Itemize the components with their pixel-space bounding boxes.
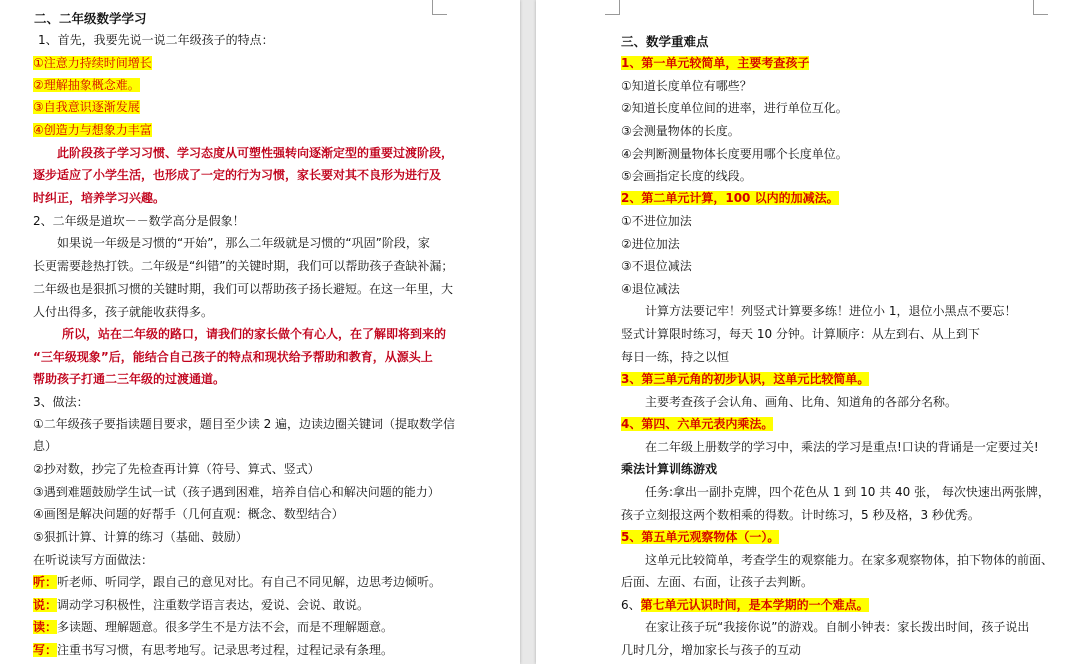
paragraph-line: 每日一练，持之以恒 [621,350,730,364]
method-item: ②抄对数，抄完了先检查再计算（符号、算式、竖式） [33,462,320,476]
paragraph-line: 这单元比较简单，考查学生的观察能力。在家多观察物体，拍下物体的前面、 [645,553,1054,567]
unit-item: ①不进位加法 [621,214,692,228]
trait-item: ③自我意识逐渐发展 [33,100,140,114]
trait-item: ①注意力持续时间增长 [33,56,152,70]
paragraph-line: 孩子立刻报这两个数相乘的得数。计时练习，5 秒及格，3 秒优秀。 [621,508,980,522]
trait-item: ②理解抽象概念难。 [33,78,140,92]
method-item: ⑤狠抓计算、计算的练习（基础、鼓励） [33,530,248,544]
unit-item: ⑤会画指定长度的线段。 [621,169,752,183]
unit-item: ③会测量物体的长度。 [621,124,740,138]
paragraph-line: 计算方法要记牢！列竖式计算要多练！进位小 1，退位小黑点不要忘！ [645,304,1017,318]
lswr-item: 说：调动学习积极性，注重数学语言表达，爱说、会说、敢说。 [33,598,370,612]
paragraph: 1、首先，我要先说一说二年级孩子的特点： [38,33,274,47]
margin-corner-mark [432,0,447,15]
section-heading: 二、二年级数学学习 [34,11,147,26]
paragraph-line: 在二年级上册数学的学习中，乘法的学习是重点!口诀的背诵是一定要过关! [645,440,1039,454]
lswr-item: 写：注重书写习惯，有思考地写。记录思考过程，过程记录有条理。 [33,643,394,657]
unit-item: ①知道长度单位有哪些？ [621,79,752,93]
paragraph-line: 二年级也是狠抓习惯的关键时期，我们可以帮助孩子扬长避短。在这一年里，大 [33,282,454,296]
paragraph-line: 后面、左面、右面，让孩子去判断。 [621,575,814,589]
unit-heading: 2、第二单元计算，100 以内的加减法。 [621,191,839,205]
method-item: 息） [33,439,58,453]
paragraph-line: 人付出得多，孩子就能收获得多。 [33,305,214,319]
paragraph-line: 任务:拿出一副扑克牌，四个花色从 1 到 10 共 40 张， 每次快速出两张牌， [645,485,1050,499]
paragraph-line: 如果说一年级是习惯的“开始”，那么二年级就是习惯的“巩固”阶段，家 [57,236,430,250]
paragraph-line: 长更需要趁热打铁。二年级是“纠错”的关键时期，我们可以帮助孩子查缺补漏； [33,259,454,273]
margin-corner-mark [1033,0,1048,15]
unit-heading: 1、第一单元较简单，主要考查孩子 [621,56,810,70]
paragraph: 在听说读写方面做法： [33,553,154,567]
unit-heading: 5、第五单元观察物体（一）。 [621,530,780,544]
summary-line: 时纠正，培养学习兴趣。 [33,191,166,205]
unit-item: ②进位加法 [621,237,680,251]
margin-corner-mark [605,0,620,15]
unit-heading: 6、第七单元认识时间，是本学期的一个难点。 [621,598,869,612]
summary-line: 此阶段孩子学习习惯、学习态度从可塑性强转向逐渐定型的重要过渡阶段， [57,146,454,160]
lswr-item: 读：多读题、理解题意。很多学生不是方法不会，而是不理解题意。 [33,620,394,634]
paragraph-line: 主要考查孩子会认角、画角、比角、知道角的各部分名称。 [645,395,958,409]
emphasis-line: “三年级现象”后，能结合自己孩子的特点和现状给予帮助和教育，从源头上 [33,350,433,364]
document-page-right [536,0,1080,664]
lswr-item: 听：听老师、听同学，跟自己的意见对比。有自己不同见解，边思考边倾听。 [33,575,442,589]
unit-heading: 3、第三单元角的初步认识，这单元比较简单。 [621,372,870,386]
point-title: 2、二年级是道坎－－数学高分是假象！ [33,214,245,228]
method-item: ③遇到难题鼓励学生试一试（孩子遇到困难，培养自信心和解决问题的能力） [33,485,440,499]
paragraph-line: 在家让孩子玩“我接你说”的游戏。自制小钟表：家长拨出时间，孩子说出 [645,620,1030,634]
unit-item: ③不退位减法 [621,259,692,273]
emphasis-line: 所以，站在二年级的路口，请我们的家长做个有心人，在了解即将到来的 [62,327,447,341]
paragraph-line: 几时几分，增加家长与孩子的互动 [621,643,802,657]
section-heading: 三、数学重难点 [621,34,709,49]
unit-item: ②知道长度单位间的进率，进行单位互化。 [621,101,848,115]
unit-item: ④会判断测量物体长度要用哪个长度单位。 [621,147,848,161]
subsection-title: 乘法计算训练游戏 [621,462,718,476]
unit-heading: 4、第四、六单元表内乘法。 [621,417,774,431]
method-item: ①二年级孩子要指读题目要求，题目至少读 2 遍，边读边圈关键词（提取数学信 [33,417,456,431]
unit-item: ④退位减法 [621,282,680,296]
trait-item: ④创造力与想象力丰富 [33,123,152,137]
point-title: 3、做法： [33,395,89,409]
document-page-left [0,0,520,664]
paragraph-line: 竖式计算限时练习，每天 10 分钟。计算顺序：从左到右、从上到下 [621,327,980,341]
method-item: ④画图是解决问题的好帮手（几何直观：概念、数型结合） [33,507,344,521]
emphasis-line: 帮助孩子打通二三年级的过渡通道。 [33,372,226,386]
summary-line: 逐步适应了小学生活，也形成了一定的行为习惯，家长要对其不良形为进行及 [33,168,442,182]
